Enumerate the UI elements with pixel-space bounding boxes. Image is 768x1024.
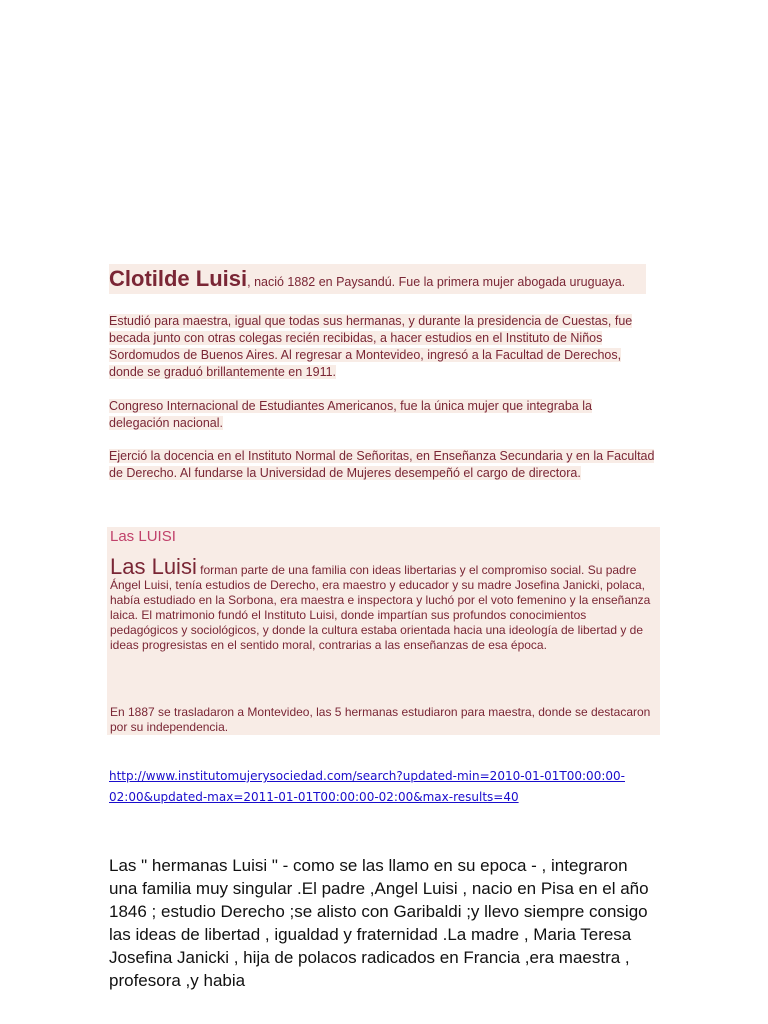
paragraph-teaching bbox=[109, 448, 657, 482]
paragraph-studies bbox=[109, 313, 654, 381]
section-heading: Las LUISI bbox=[110, 528, 176, 545]
paragraph-congress bbox=[109, 398, 654, 432]
bottom-paragraph: Las " hermanas Luisi " - como se las llamo en su epoca - , integraron una familia muy singular .El padre ,Angel Luisi , nacio en Pisa en el año 1846 ; estudio Derecho ;se alisto con Garibaldi ;y llevo siempre consigo las ideas de libertad , igualdad y fraternidad .La madre , Maria Teresa Josefina Janicki , hija de polacos radicados en Francia ,era maestra , profesora ,y habia bbox=[109, 856, 649, 990]
section-body bbox=[110, 554, 656, 653]
intro-heading bbox=[109, 264, 646, 294]
intro-tagline: , nació 1882 en Paysandú. Fue la primera mujer abogada uruguaya. bbox=[247, 275, 626, 289]
source-link[interactable]: http://www.institutomujerysociedad.com/search?updated-min=2010-01-01T00:00:00-02:00&updated-max=2011-01-01T00:00:00-02:00&max-results=40 bbox=[109, 769, 625, 804]
paragraph-congress-text: Congreso Internacional de Estudiantes Americanos, fue la única mujer que integraba la delegación nacional. bbox=[109, 399, 592, 430]
paragraph-teaching-text: Ejerció la docencia en el Instituto Normal de Señoritas, en Enseñanza Secundaria y en la Facultad de Derecho. Al fundarse la Universidad de Mujeres desempeñó el cargo de directora. bbox=[109, 449, 655, 480]
section-footer: En 1887 se trasladaron a Montevideo, las 5 hermanas estudiaron para maestra, donde se destacaron por su independencia. bbox=[110, 705, 651, 734]
paragraph-studies-text: Estudió para maestra, igual que todas sus hermanas, y durante la presidencia de Cuestas, fue becada junto con otras colegas recién recibidas, a hacer estudios en el Instituto de Niños Sordomudos de Buenos Aires. Al regresar a Montevideo, ingresó a la Facultad de Derechos, donde se graduó brillantemente en 1911. bbox=[109, 314, 633, 379]
section-body-text: forman parte de una familia con ideas libertarias y el compromiso social. Su padre Ángel Luisi, tenía estudios de Derecho, era maestro y educador y su madre Josefina Janicki, polaca, había estudiado en la Sorbona, era maestra e inspectora y luchó por el voto femenino y la enseñanza laica. El matrimonio fundó el Instituto Luisi, donde impartían sus profundos conocimientos pedagógicos y sociológicos, y donde la cultura estaba orientada hacia una ideología de libertad y de ideas progresistas en el sentido moral, contrarias a las enseñanzas de esa época. bbox=[110, 563, 651, 652]
intro-name: Clotilde Luisi bbox=[109, 266, 248, 291]
las-luisi-section bbox=[107, 527, 660, 735]
section-lead: Las Luisi bbox=[110, 554, 197, 579]
